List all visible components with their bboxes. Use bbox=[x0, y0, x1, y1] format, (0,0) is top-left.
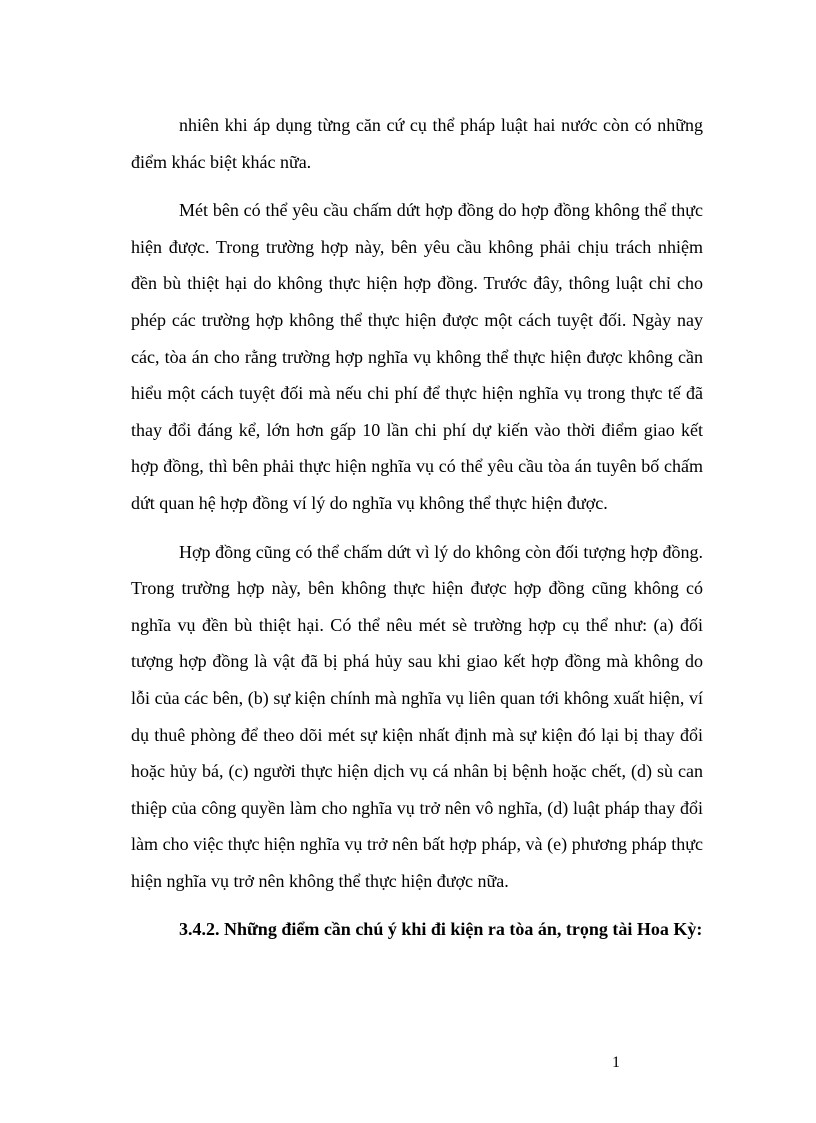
paragraph-continuation: nhiên khi áp dụng từng căn cứ cụ thể pháp luật hai nước còn có những điểm khác biệt khác nữa. bbox=[131, 115, 703, 172]
page-number: 1 bbox=[612, 1054, 620, 1071]
document-body bbox=[131, 107, 703, 948]
paragraph-impossibility: Mét bên có thể yêu cầu chấm dứt hợp đồng do hợp đồng không thể thực hiện được. Trong trường hợp này, bên yêu cầu không phải chịu trách nhiệm đền bù thiệt hại do không thực hiện hợp đồng. Trước đây, thông luật chỉ cho phép các trường hợp không thể thực hiện được một cách tuyệt đối. Ngày nay các, tòa án cho rằng trường hợp nghĩa vụ không thể thực hiện được không cần hiểu một cách tuyệt đối mà nếu chi phí để thực hiện nghĩa vụ trong thực tế đã thay đổi đáng kể, lớn hơn gấp 10 lần chi phí dự kiến vào thời điểm giao kết hợp đồng, thì bên phải thực hiện nghĩa vụ có thể yêu cầu tòa án tuyên bố chấm dứt quan hệ hợp đồng ví lý do nghĩa vụ không thể thực hiện được. bbox=[131, 200, 703, 513]
paragraph-no-subject-matter: Hợp đồng cũng có thể chấm dứt vì lý do không còn đối tượng hợp đồng. Trong trường hợp này, bên không thực hiện được hợp đồng cũng không có nghĩa vụ đền bù thiệt hại. Có thể nêu mét sè trường hợp cụ thể như: (a) đối tượng hợp đồng là vật đã bị phá hủy sau khi giao kết hợp đồng mà không do lỗi của các bên, (b) sự kiện chính mà nghĩa vụ liên quan tới không xuất hiện, ví dụ thuê phòng để theo dõi mét sự kiện nhất định mà sự kiện đó lại bị thay đổi hoặc hủy bá, (c) người thực hiện dịch vụ cá nhân bị bệnh hoặc chết, (d) sù can thiệp của công quyền làm cho nghĩa vụ trở nên vô nghĩa, (d) luật pháp thay đổi làm cho việc thực hiện nghĩa vụ trở nên bất hợp pháp, và (e) phương pháp thực hiện nghĩa vụ trở nên không thể thực hiện được nữa. bbox=[131, 541, 703, 891]
section-heading: 3.4.2. Những điểm cần chú ý khi đi kiện ra tòa án, trọng tài Hoa Kỳ: bbox=[179, 919, 703, 940]
